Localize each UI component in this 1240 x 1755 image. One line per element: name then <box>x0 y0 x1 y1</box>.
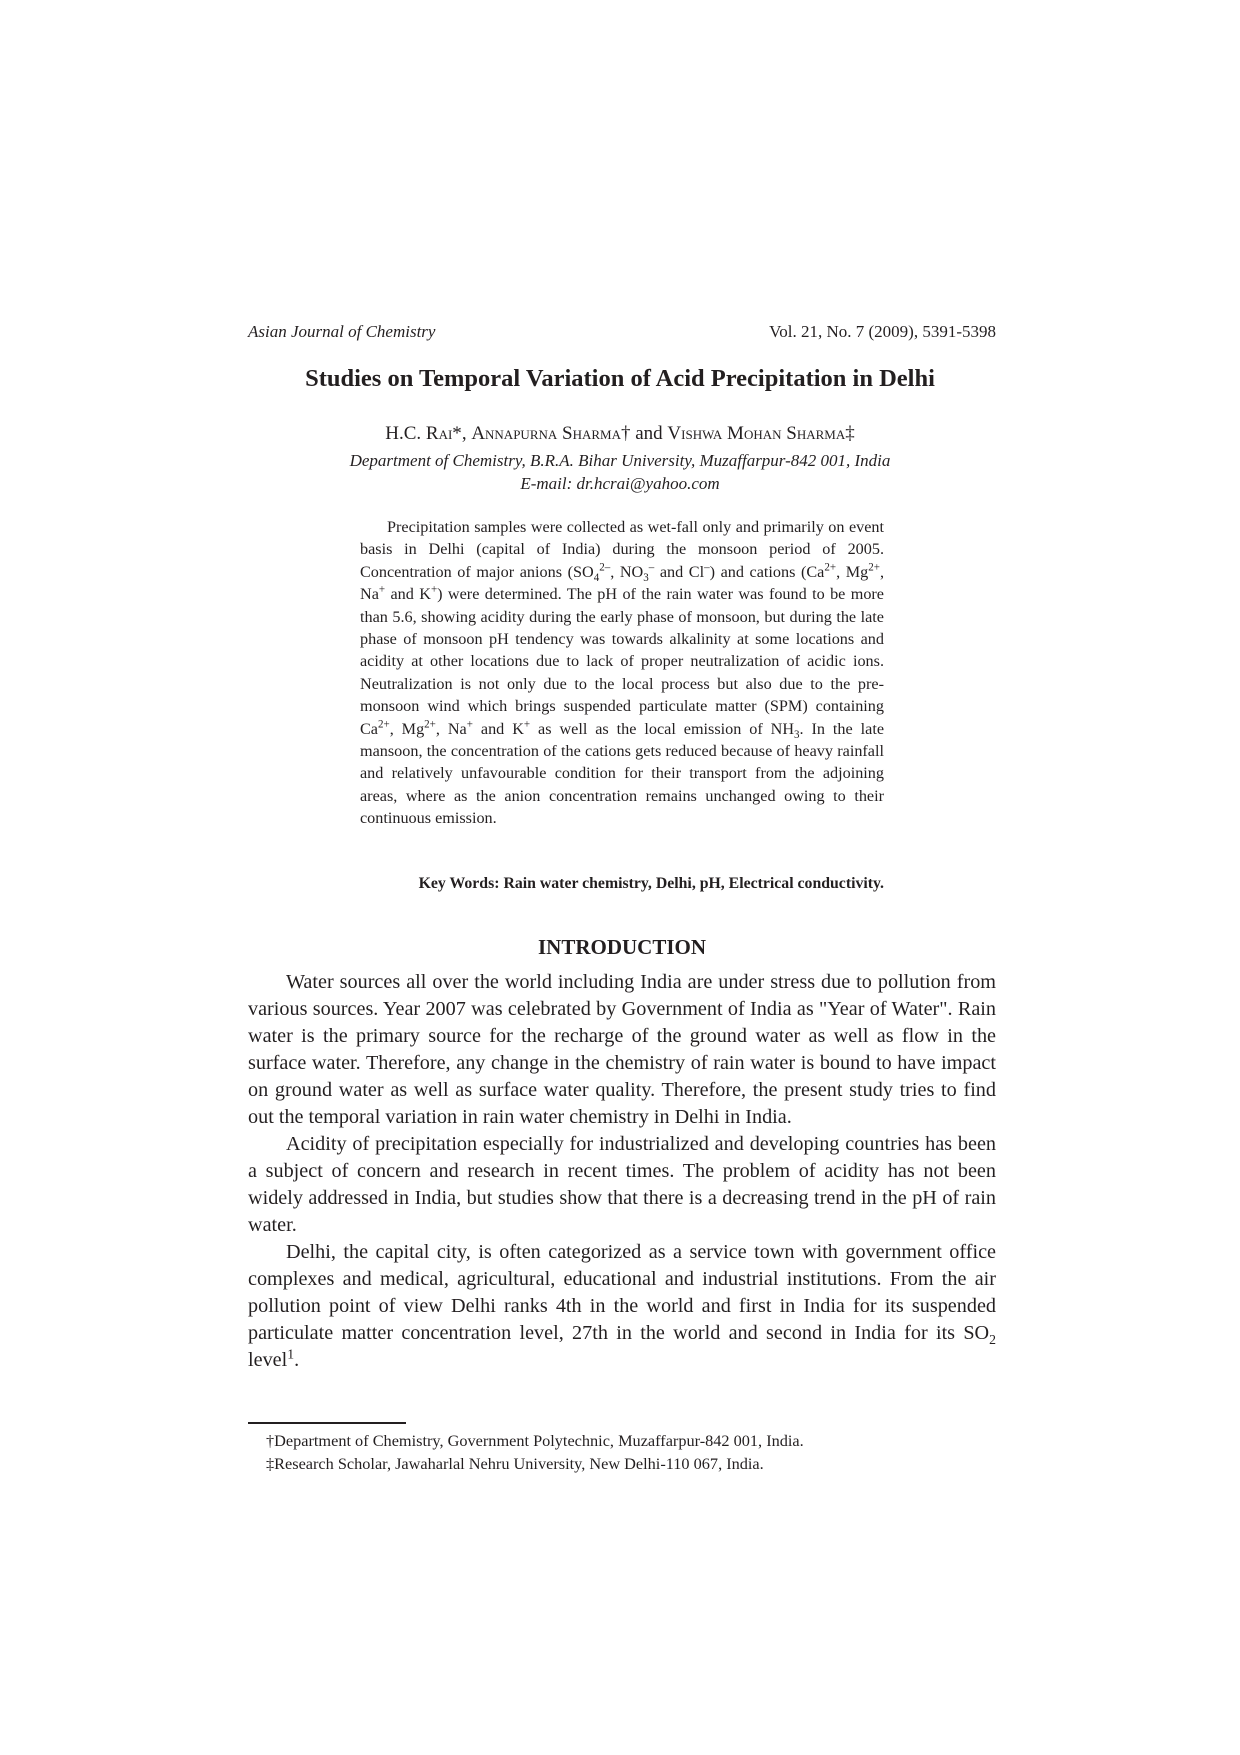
volume-info: Vol. 21, No. 7 (2009), 5391-5398 <box>769 322 996 341</box>
author-rai: H.C. Rai* <box>385 423 462 444</box>
abstract-text: Precipitation samples were collected as wet-fall only and primarily on event basis in Delhi (capital of India) during the monsoon period of 2005. Concentration of major anions (SO <box>360 518 884 581</box>
superscript: + <box>430 583 438 596</box>
abstract-text: . In the late mansoon, the concentration of the cations gets reduced because of heavy rainfall and relatively unfavourable condition for their transport from the adjoining areas, where as the anion concentration remains unchanged owing to their continuous emission. <box>360 719 885 828</box>
subscript: 4 <box>593 572 600 585</box>
subscript: 3 <box>794 728 800 741</box>
superscript: + <box>466 718 473 731</box>
section-heading-introduction: INTRODUCTION <box>537 935 707 959</box>
running-head <box>248 318 996 342</box>
citation-reference[interactable]: 1 <box>287 1346 295 1362</box>
superscript: – <box>704 561 710 574</box>
author-separator: and <box>630 423 668 444</box>
superscript: – <box>648 561 655 574</box>
abstract-text: and Cl <box>654 562 705 581</box>
affiliation: Department of Chemistry, B.R.A. Bihar University, Muzaffarpur-842 001, India <box>349 451 891 470</box>
author-separator: , <box>461 423 472 444</box>
superscript: 2+ <box>377 718 390 731</box>
footnote-1: †Department of Chemistry, Government Polytechnic, Muzaffarpur-842 001, India. <box>266 1431 804 1450</box>
abstract-text: and K <box>472 719 524 738</box>
abstract-text: , Mg <box>389 719 425 738</box>
paragraph-text: . <box>294 1349 300 1371</box>
author-annapurna-sharma: Annapurna Sharma† <box>471 423 631 444</box>
superscript: + <box>523 718 531 731</box>
footnote-divider <box>248 1422 406 1424</box>
footnote-2: ‡Research Scholar, Jawaharlal Nehru University, New Delhi-110 067, India. <box>266 1454 764 1473</box>
paragraph-text: Delhi, the capital city, is often categorized as a service town with government office complexes and medical, agricultural, educational and industrial institutions. From the air pollution point of view Delhi ranks 4th in the world and first in India for its suspended particulate matter concentration level, 27th in the world and second in India for its SO <box>248 1241 996 1344</box>
introduction-paragraph-1: Water sources all over the world including India are under stress due to pollution from various sources. Year 2007 was celebrated by Government of India as "Year of Water". Rain water is the primary source for the recharge of the ground water as well as flow in the surface water. Therefore, any change in the chemistry of rain water is bound to have impact on ground water as well as surface water quality. Therefore, the present study tries to find out the temporal variation in rain water chemistry in Delhi in India. <box>248 971 996 1128</box>
abstract-text: as well as the local emission of NH <box>530 719 795 738</box>
journal-name: Asian Journal of Chemistry <box>248 322 436 341</box>
paper-title: Studies on Temporal Variation of Acid Precipitation in Delhi <box>305 365 935 392</box>
contact-email: E-mail: dr.hcrai@yahoo.com <box>520 474 720 493</box>
abstract-text: , Na <box>360 562 884 604</box>
superscript: 2+ <box>824 561 837 574</box>
abstract-text: ) were determined. The pH of the rain water was found to be more than 5.6, showing acidity during the early phase of monsoon, but during the late phase of monsoon pH tendency was towards alkalinity at some locations and acidity at other locations due to lack of proper neutralization of acidic ions. Neutralization is not only due to the local process but also due to the pre-monsoon wind which brings suspended particulate matter (SPM) containing Ca <box>360 585 884 738</box>
superscript: 2+ <box>424 718 436 731</box>
subscript: 3 <box>643 572 649 585</box>
introduction-body <box>248 969 996 1374</box>
abstract-text: , NO <box>610 562 644 581</box>
abstract-text: and K <box>385 585 431 604</box>
introduction-paragraph-2: Acidity of precipitation especially for industrialized and developing countries has been a subject of concern and research in recent times. The problem of acidity has not been widely addressed in India, but studies show that there is a decreasing trend in the pH of rain water. <box>248 1133 996 1236</box>
paragraph-text: level <box>248 1349 288 1371</box>
superscript: 2– <box>599 561 611 574</box>
introduction-paragraph-3 <box>248 1239 996 1374</box>
footnotes <box>266 1429 996 1475</box>
subscript: 2 <box>989 1332 996 1348</box>
superscript: 2+ <box>868 561 880 574</box>
abstract-text: , Mg <box>836 562 869 581</box>
keywords: Key Words: Rain water chemistry, Delhi, pH, Electrical conductivity. <box>418 875 884 892</box>
author-vishwa-mohan-sharma: Vishwa Mohan Sharma‡ <box>667 423 855 444</box>
abstract <box>360 516 884 830</box>
abstract-text: ) and cations (Ca <box>709 562 825 581</box>
author-list <box>200 423 1040 445</box>
superscript: + <box>378 583 386 596</box>
abstract-text: , Na <box>435 719 467 738</box>
